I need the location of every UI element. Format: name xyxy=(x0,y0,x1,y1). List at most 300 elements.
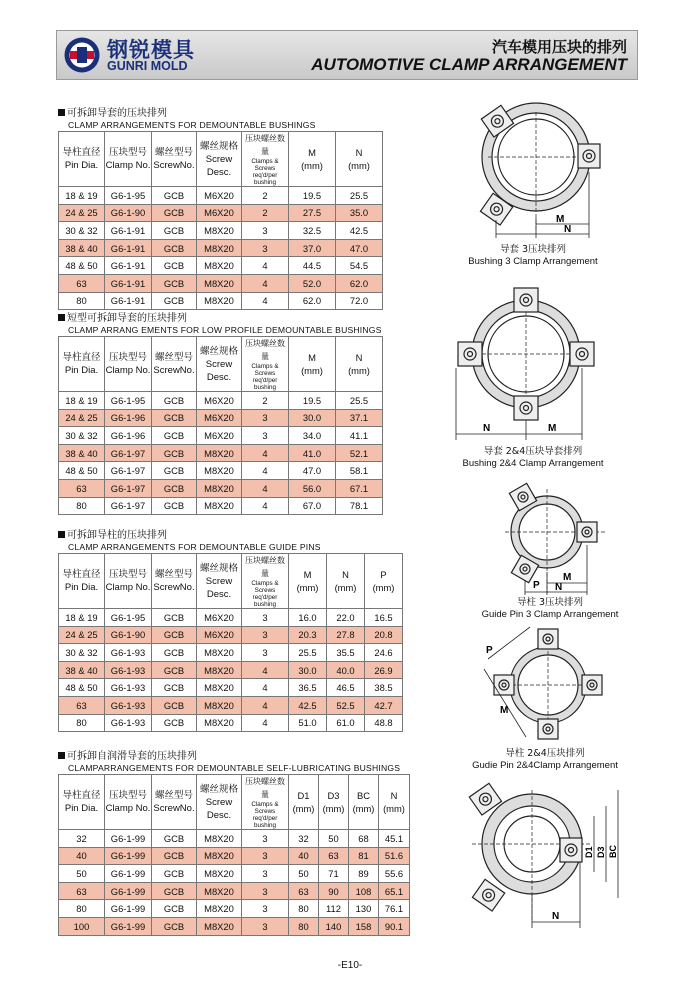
table-row xyxy=(59,714,403,732)
table-cell: GCB xyxy=(152,900,197,918)
table-row xyxy=(59,865,410,883)
table-cell: 55.6 xyxy=(379,865,410,883)
table-cell: 18 & 19 xyxy=(59,609,105,627)
table-cell: 27.8 xyxy=(327,626,365,644)
table-cell: 42.5 xyxy=(336,222,383,240)
table-cell: 62.0 xyxy=(336,274,383,292)
col-screw-desc: 螺丝规格 Screw Desc. xyxy=(197,132,242,187)
table-cell: GCB xyxy=(152,882,197,900)
table-cell: GCB xyxy=(152,847,197,865)
table-row xyxy=(59,409,383,427)
table-cell: G6-1-95 xyxy=(105,392,152,410)
table-cell: 72.0 xyxy=(336,292,383,310)
table-cell: G6-1-97 xyxy=(105,497,152,515)
table-row xyxy=(59,609,403,627)
col-screw-desc: 螺丝规格 Screw Desc. xyxy=(197,775,242,830)
bullet-square-icon xyxy=(58,752,65,759)
col-qty: 压块螺丝数量 Clamps & Screws req'd/per bushing xyxy=(242,554,289,609)
table-cell: 100 xyxy=(59,917,105,935)
table-cell: 3 xyxy=(242,847,289,865)
col-screw-no: 螺丝型号 ScrewNo. xyxy=(152,132,197,187)
table-cell: G6-1-93 xyxy=(105,679,152,697)
table-cell: 40.0 xyxy=(327,661,365,679)
table-cell: GCB xyxy=(152,644,197,662)
table-cell: 18 & 19 xyxy=(59,187,105,205)
table-cell: 2 xyxy=(242,392,289,410)
table-cell: M8X20 xyxy=(197,239,242,257)
table-cell: G6-1-99 xyxy=(105,847,152,865)
col-n: N (mm) xyxy=(327,554,365,609)
table-cell: 80 xyxy=(289,917,319,935)
table-cell: 89 xyxy=(349,865,379,883)
table-row xyxy=(59,392,383,410)
table-row xyxy=(59,679,403,697)
table-cell: 30 & 32 xyxy=(59,644,105,662)
table-cell: 48.8 xyxy=(365,714,403,732)
table-cell: 63 xyxy=(289,882,319,900)
col-qty: 压块螺丝数量 Clamps & Screws req'd/per bushing xyxy=(242,337,289,392)
table-cell: GCB xyxy=(152,479,197,497)
col-d1: D1 (mm) xyxy=(289,775,319,830)
col-qty: 压块螺丝数量 Clamps & Screws req'd/per bushing xyxy=(242,775,289,830)
table-cell: 61.0 xyxy=(327,714,365,732)
diagram-caption: 导柱 3压块排列 Guide Pin 3 Clamp Arrangement xyxy=(481,597,619,620)
table-row xyxy=(59,257,383,275)
diagram-caption: 导套 2&4压块导套排列 Bushing 2&4 Clamp Arrangement xyxy=(462,446,604,469)
table-cell: 63 xyxy=(59,882,105,900)
col-qty: 压块螺丝数量 Clamps & Screws req'd/per bushing xyxy=(242,132,289,187)
table-cell: 47.0 xyxy=(336,239,383,257)
table-header-row xyxy=(59,775,410,830)
col-screw-desc: 螺丝规格 Screw Desc. xyxy=(197,337,242,392)
col-screw-no: 螺丝型号 ScrewNo. xyxy=(152,337,197,392)
table-row xyxy=(59,239,383,257)
table-cell: 130 xyxy=(349,900,379,918)
table-cell: 3 xyxy=(242,900,289,918)
table-row xyxy=(59,292,383,310)
table-cell: M8X20 xyxy=(197,462,242,480)
dim-label: P xyxy=(486,645,493,656)
table-row xyxy=(59,222,383,240)
dim-label: P xyxy=(533,580,540,591)
table-cell: G6-1-99 xyxy=(105,882,152,900)
table-cell: 3 xyxy=(242,882,289,900)
table-cell: 2 xyxy=(242,204,289,222)
table-cell: 40 xyxy=(289,847,319,865)
table-cell: 35.5 xyxy=(327,644,365,662)
table-cell: M6X20 xyxy=(197,392,242,410)
table-cell: GCB xyxy=(152,204,197,222)
section-title-en: CLAMP ARRANGEMENTS FOR DEMOUNTABLE BUSHINGS xyxy=(68,120,316,130)
table-cell: G6-1-96 xyxy=(105,409,152,427)
table-cell: 3 xyxy=(242,917,289,935)
section-title-cn: 可拆卸自润滑导套的压块排列 xyxy=(67,751,197,762)
section-title-cn: 短型可拆卸导套的压块排列 xyxy=(67,313,187,324)
table-cell: 24 & 25 xyxy=(59,626,105,644)
col-clamp-no: 压块型号 Clamp No. xyxy=(105,337,152,392)
table-cell: 20.8 xyxy=(365,626,403,644)
table-cell: M8X20 xyxy=(197,497,242,515)
table-cell: GCB xyxy=(152,392,197,410)
table-cell: 52.1 xyxy=(336,444,383,462)
table-cell: GCB xyxy=(152,444,197,462)
table-cell: 80 xyxy=(289,900,319,918)
table-cell: M8X20 xyxy=(197,847,242,865)
table-cell: M8X20 xyxy=(197,444,242,462)
col-n: N (mm) xyxy=(336,337,383,392)
table-cell: 68 xyxy=(349,830,379,848)
dim-label: M xyxy=(556,214,565,225)
col-bc: BC (mm) xyxy=(349,775,379,830)
table-cell: GCB xyxy=(152,257,197,275)
table-cell: GCB xyxy=(152,830,197,848)
table-cell: 18 & 19 xyxy=(59,392,105,410)
table-cell: 4 xyxy=(242,274,289,292)
table-cell: G6-1-93 xyxy=(105,661,152,679)
table-cell: G6-1-93 xyxy=(105,696,152,714)
col-d3: D3 (mm) xyxy=(319,775,349,830)
table-cell: 36.5 xyxy=(289,679,327,697)
table-row xyxy=(59,847,410,865)
table-cell: 41.1 xyxy=(336,427,383,445)
section-demountable-guide-pins xyxy=(58,530,403,732)
table-cell: 50 xyxy=(319,830,349,848)
table-cell: 4 xyxy=(242,292,289,310)
table-cell: GCB xyxy=(152,274,197,292)
table-cell: 25.5 xyxy=(289,644,327,662)
bushing-2-4-clamp-diagram xyxy=(448,282,618,442)
table-row xyxy=(59,661,403,679)
table-cell: M8X20 xyxy=(197,865,242,883)
table-cell: 80 xyxy=(59,900,105,918)
table-cell: GCB xyxy=(152,497,197,515)
brand-name-cn: 钢锐模具 xyxy=(107,38,195,62)
table-row xyxy=(59,882,410,900)
table-cell: 80 xyxy=(59,497,105,515)
table-cell: 32 xyxy=(59,830,105,848)
table-cell: 108 xyxy=(349,882,379,900)
table-cell: 3 xyxy=(242,222,289,240)
col-clamp-no: 压块型号 Clamp No. xyxy=(105,554,152,609)
table-cell: 58.1 xyxy=(336,462,383,480)
table-cell: 3 xyxy=(242,239,289,257)
table-row xyxy=(59,900,410,918)
table-cell: GCB xyxy=(152,626,197,644)
table-row xyxy=(59,497,383,515)
table-cell: GCB xyxy=(152,409,197,427)
table-cell: G6-1-90 xyxy=(105,204,152,222)
spec-table xyxy=(58,336,383,515)
col-clamp-no: 压块型号 Clamp No. xyxy=(105,775,152,830)
table-cell: M6X20 xyxy=(197,204,242,222)
table-cell: 62.0 xyxy=(289,292,336,310)
table-cell: 37.1 xyxy=(336,409,383,427)
table-cell: 22.0 xyxy=(327,609,365,627)
table-cell: 24 & 25 xyxy=(59,204,105,222)
table-cell: 24 & 25 xyxy=(59,409,105,427)
table-cell: 44.5 xyxy=(289,257,336,275)
table-cell: 19.5 xyxy=(289,392,336,410)
table-cell: 35.0 xyxy=(336,204,383,222)
col-n: N (mm) xyxy=(379,775,410,830)
table-cell: 51.6 xyxy=(379,847,410,865)
dim-label: N xyxy=(483,423,491,434)
table-cell: 16.0 xyxy=(289,609,327,627)
table-cell: M8X20 xyxy=(197,257,242,275)
table-cell: G6-1-97 xyxy=(105,462,152,480)
table-cell: 2 xyxy=(242,187,289,205)
table-cell: 71 xyxy=(319,865,349,883)
table-header-row xyxy=(59,554,403,609)
bullet-square-icon xyxy=(58,109,65,116)
col-clamp-no: 压块型号 Clamp No. xyxy=(105,132,152,187)
table-cell: G6-1-99 xyxy=(105,900,152,918)
dim-label: M xyxy=(548,423,557,434)
table-cell: G6-1-93 xyxy=(105,644,152,662)
dim-label: D3 xyxy=(596,846,606,858)
table-cell: G6-1-99 xyxy=(105,917,152,935)
table-cell: 65.1 xyxy=(379,882,410,900)
table-cell: 38 & 40 xyxy=(59,444,105,462)
table-cell: GCB xyxy=(152,187,197,205)
col-screw-no: 螺丝型号 ScrewNo. xyxy=(152,554,197,609)
page-title-cn: 汽车模用压块的排列 xyxy=(491,38,627,56)
table-cell: GCB xyxy=(152,661,197,679)
col-m: M (mm) xyxy=(289,554,327,609)
section-demountable-bushings xyxy=(58,108,383,310)
page-number: -E10- xyxy=(337,960,363,971)
table-cell: G6-1-91 xyxy=(105,292,152,310)
table-cell: 40 xyxy=(59,847,105,865)
table-cell: G6-1-95 xyxy=(105,187,152,205)
page-header xyxy=(56,30,638,80)
table-row xyxy=(59,830,410,848)
table-cell: 25.5 xyxy=(336,392,383,410)
page-title-en: AUTOMOTIVE CLAMP ARRANGEMENT xyxy=(311,55,627,74)
bushing-3-clamp-diagram xyxy=(448,92,618,242)
table-cell: M8X20 xyxy=(197,830,242,848)
table-cell: 34.0 xyxy=(289,427,336,445)
table-cell: 90.1 xyxy=(379,917,410,935)
table-cell: 50 xyxy=(59,865,105,883)
table-cell: M8X20 xyxy=(197,661,242,679)
table-cell: 63 xyxy=(59,274,105,292)
col-pin-dia: 导柱直径 Pin Dia. xyxy=(59,554,105,609)
table-cell: M8X20 xyxy=(197,292,242,310)
dim-label: N xyxy=(552,911,560,922)
table-row xyxy=(59,444,383,462)
table-header-row xyxy=(59,132,383,187)
table-cell: 52.5 xyxy=(327,696,365,714)
table-cell: 42.5 xyxy=(289,696,327,714)
table-row xyxy=(59,644,403,662)
dim-label: D1 xyxy=(584,846,594,858)
diagram-caption: 导套 3压块排列 Bushing 3 Clamp Arrangement xyxy=(468,244,598,267)
table-cell: 63 xyxy=(59,479,105,497)
table-cell: G6-1-95 xyxy=(105,609,152,627)
table-cell: M8X20 xyxy=(197,274,242,292)
table-cell: 32.5 xyxy=(289,222,336,240)
table-cell: M6X20 xyxy=(197,409,242,427)
table-row xyxy=(59,626,403,644)
table-cell: 20.3 xyxy=(289,626,327,644)
table-cell: M6X20 xyxy=(197,187,242,205)
table-cell: 16.5 xyxy=(365,609,403,627)
col-n: N (mm) xyxy=(336,132,383,187)
table-cell: G6-1-99 xyxy=(105,830,152,848)
col-m: M (mm) xyxy=(289,132,336,187)
spec-table xyxy=(58,774,410,936)
table-cell: 50 xyxy=(289,865,319,883)
col-m: M (mm) xyxy=(289,337,336,392)
table-cell: M8X20 xyxy=(197,696,242,714)
table-cell: G6-1-99 xyxy=(105,865,152,883)
bullet-square-icon xyxy=(58,314,65,321)
table-cell: 81 xyxy=(349,847,379,865)
table-cell: GCB xyxy=(152,917,197,935)
table-cell: 80 xyxy=(59,714,105,732)
table-cell: 46.5 xyxy=(327,679,365,697)
table-cell: G6-1-93 xyxy=(105,714,152,732)
col-pin-dia: 导柱直径 Pin Dia. xyxy=(59,337,105,392)
table-cell: 3 xyxy=(242,830,289,848)
bullet-square-icon xyxy=(58,531,65,538)
table-header-row xyxy=(59,337,383,392)
table-cell: 30 & 32 xyxy=(59,427,105,445)
table-row xyxy=(59,187,383,205)
table-cell: 47.0 xyxy=(289,462,336,480)
section-title-en: CLAMP ARRANG EMENTS FOR LOW PROFILE DEMOUNTABLE BUSHINGS xyxy=(68,325,382,335)
table-row xyxy=(59,696,403,714)
brand-name-en: GUNRI MOLD xyxy=(107,59,188,73)
table-cell: 54.5 xyxy=(336,257,383,275)
table-cell: 30.0 xyxy=(289,409,336,427)
table-cell: 30 & 32 xyxy=(59,222,105,240)
table-cell: 3 xyxy=(242,644,289,662)
table-row xyxy=(59,427,383,445)
table-cell: GCB xyxy=(152,239,197,257)
table-cell: G6-1-91 xyxy=(105,274,152,292)
table-cell: G6-1-90 xyxy=(105,626,152,644)
table-cell: G6-1-96 xyxy=(105,427,152,445)
table-cell: 4 xyxy=(242,696,289,714)
table-cell: M8X20 xyxy=(197,900,242,918)
table-cell: G6-1-91 xyxy=(105,257,152,275)
table-cell: M8X20 xyxy=(197,679,242,697)
table-cell: 38 & 40 xyxy=(59,661,105,679)
table-row xyxy=(59,274,383,292)
col-p: P (mm) xyxy=(365,554,403,609)
table-cell: GCB xyxy=(152,427,197,445)
table-cell: 4 xyxy=(242,714,289,732)
table-cell: 112 xyxy=(319,900,349,918)
table-cell: 78.1 xyxy=(336,497,383,515)
table-cell: 56.0 xyxy=(289,479,336,497)
dim-label: N xyxy=(555,582,563,593)
table-cell: 4 xyxy=(242,679,289,697)
table-cell: 38.5 xyxy=(365,679,403,697)
table-cell: GCB xyxy=(152,679,197,697)
table-cell: 45.1 xyxy=(379,830,410,848)
table-cell: 63 xyxy=(59,696,105,714)
section-title-en: CLAMP ARRANGEMENTS FOR DEMOUNTABLE GUIDE PINS xyxy=(68,542,321,552)
gunri-logo-icon xyxy=(63,36,101,74)
table-cell: 51.0 xyxy=(289,714,327,732)
table-cell: G6-1-91 xyxy=(105,239,152,257)
table-cell: GCB xyxy=(152,609,197,627)
table-cell: M8X20 xyxy=(197,644,242,662)
table-cell: GCB xyxy=(152,696,197,714)
diagram-caption: 导柱 2&4压块排列 Gudie Pin 2&4Clamp Arrangement xyxy=(472,748,618,771)
table-cell: 52.0 xyxy=(289,274,336,292)
table-cell: 76.1 xyxy=(379,900,410,918)
table-cell: 27.5 xyxy=(289,204,336,222)
section-title-cn: 可拆卸导套的压块排列 xyxy=(67,108,167,119)
table-cell: 4 xyxy=(242,444,289,462)
table-cell: GCB xyxy=(152,222,197,240)
col-pin-dia: 导柱直径 Pin Dia. xyxy=(59,132,105,187)
table-cell: 4 xyxy=(242,257,289,275)
table-row xyxy=(59,462,383,480)
table-row xyxy=(59,479,383,497)
table-cell: M6X20 xyxy=(197,626,242,644)
section-title-cn: 可拆卸导柱的压块排列 xyxy=(67,530,167,541)
table-cell: M8X20 xyxy=(197,479,242,497)
table-cell: 42.7 xyxy=(365,696,403,714)
table-cell: 80 xyxy=(59,292,105,310)
table-cell: 90 xyxy=(319,882,349,900)
table-cell: 48 & 50 xyxy=(59,257,105,275)
table-cell: 4 xyxy=(242,479,289,497)
table-cell: 30.0 xyxy=(289,661,327,679)
col-screw-desc: 螺丝规格 Screw Desc. xyxy=(197,554,242,609)
table-cell: 3 xyxy=(242,609,289,627)
table-cell: 26.9 xyxy=(365,661,403,679)
dim-label: BC xyxy=(608,845,618,858)
dim-label: M xyxy=(563,572,572,583)
table-row xyxy=(59,204,383,222)
table-cell: G6-1-97 xyxy=(105,479,152,497)
table-cell: 3 xyxy=(242,409,289,427)
table-cell: M8X20 xyxy=(197,917,242,935)
table-cell: G6-1-91 xyxy=(105,222,152,240)
table-cell: 48 & 50 xyxy=(59,462,105,480)
dim-label: N xyxy=(564,224,572,235)
spec-table xyxy=(58,131,383,310)
self-lubricating-bushing-diagram xyxy=(462,782,642,932)
table-cell: 4 xyxy=(242,661,289,679)
table-cell: M8X20 xyxy=(197,714,242,732)
table-row xyxy=(59,917,410,935)
table-cell: M8X20 xyxy=(197,222,242,240)
table-cell: G6-1-97 xyxy=(105,444,152,462)
table-cell: 3 xyxy=(242,427,289,445)
table-cell: 158 xyxy=(349,917,379,935)
table-cell: 4 xyxy=(242,497,289,515)
section-title-en: CLAMPARRANGEMENTS FOR DEMOUNTABLE SELF-LUBRICATING BUSHINGS xyxy=(68,763,401,773)
section-self-lubricating-bushings xyxy=(58,751,410,936)
spec-table xyxy=(58,553,403,732)
table-cell: 19.5 xyxy=(289,187,336,205)
table-cell: M6X20 xyxy=(197,609,242,627)
guide-pin-3-clamp-diagram xyxy=(495,477,615,597)
table-cell: 37.0 xyxy=(289,239,336,257)
table-cell: 3 xyxy=(242,626,289,644)
table-cell: 4 xyxy=(242,462,289,480)
guide-pin-2-4-clamp-diagram xyxy=(478,625,618,745)
col-screw-no: 螺丝型号 ScrewNo. xyxy=(152,775,197,830)
table-cell: GCB xyxy=(152,714,197,732)
